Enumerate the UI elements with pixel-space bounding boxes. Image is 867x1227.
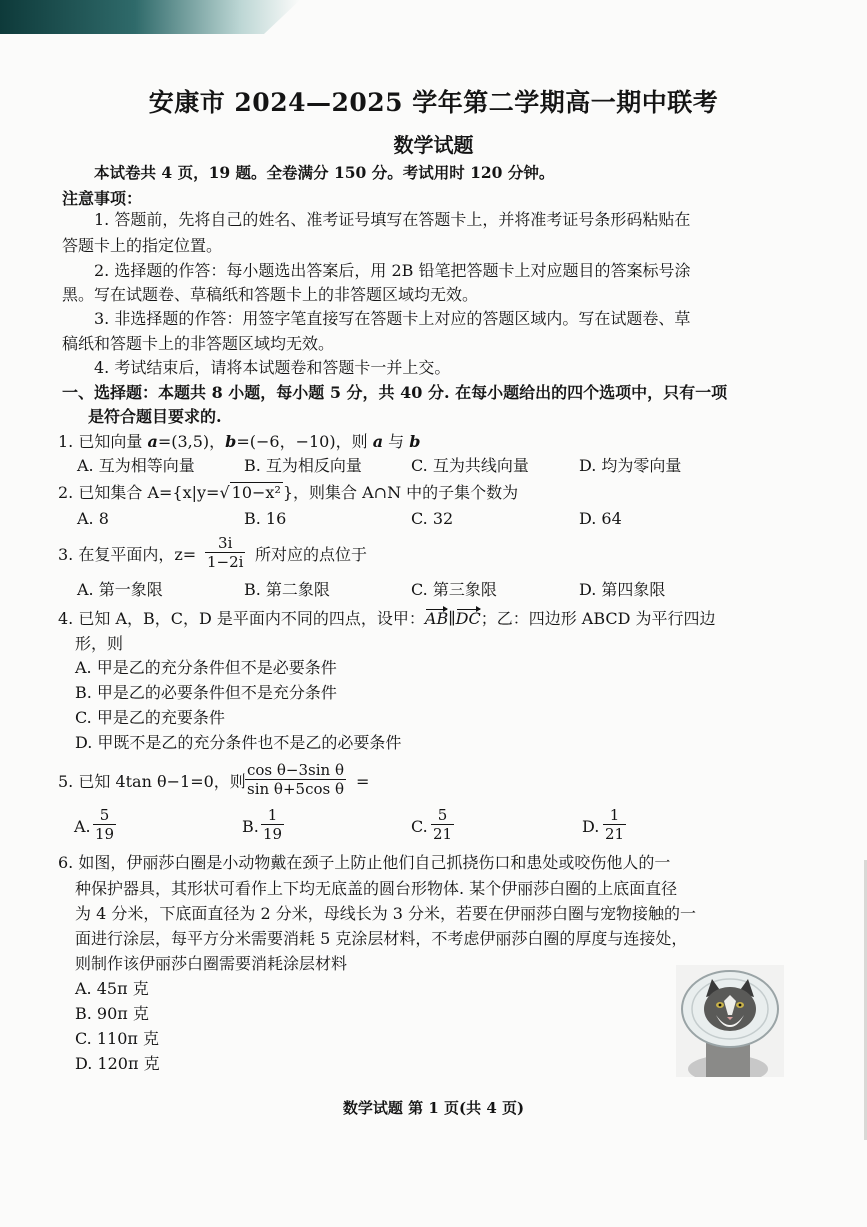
q2-option-c: C. 32 [411,509,454,528]
exam-intro: 本试卷共 4 页，19 题。全卷满分 150 分。考试用时 120 分钟。 [94,163,555,182]
question-2-stem: 2. 已知集合 A={x|y=√ 10−x² }，则集合 A∩N 中的子集个数为 [58,483,519,502]
notice-item-1: 1. 答题前，先将自己的姓名、准考证号填写在答题卡上，并将准考证号条形码粘贴在 [94,210,691,229]
q1-option-b: B. 互为相反向量 [244,456,362,475]
notice-item-3-cont: 稿纸和答题卡上的非答题区域均无效。 [62,334,335,353]
q3-option-c: C. 第三象限 [411,580,497,599]
q1-option-d: D. 均为零向量 [579,456,682,475]
q5-option-b-fraction: $\frac{1}{19}$ [263,806,283,843]
q6-option-d: D. 120π 克 [75,1054,160,1073]
section-1-heading: 一、选择题：本题共 8 小题，每小题 5 分，共 40 分. 在每小题给出的四个选项中，只有一项 [62,383,728,402]
notice-item-4: 4. 考试结束后，请将本试题卷和答题卡一并上交。 [94,358,451,377]
question-6-stem-4: 面进行涂层，每平方分米需要消耗 5 克涂层材料，不考虑伊丽莎白圈的厚度与连接处， [75,929,688,948]
q5-option-d-fraction: $\frac{1}{21}$ [605,806,625,843]
vector-dc: DC [455,609,481,628]
q4-option-c: C. 甲是乙的充要条件 [75,708,225,727]
notice-heading: 注意事项： [62,189,143,208]
question-6-stem-3: 为 4 分米，下底面直径为 2 分米，母线长为 3 分米，若要在伊丽莎白圈与宠物接触的一 [75,904,697,923]
notice-item-2: 2. 选择题的作答：每小题选出答案后，用 2B 铅笔把答题卡上对应题目的答案标号涂 [94,261,691,280]
q5-fraction: $\frac{\text{cos θ−3sin θ}}{\text{sin θ+5cos θ}}$ [247,761,344,798]
q4-option-b: B. 甲是乙的必要条件但不是充分条件 [75,683,337,702]
q1-option-a: A. 互为相等向量 [77,456,195,475]
scan-edge-artifact [0,0,300,34]
notice-item-2-cont: 黑。写在试题卷、草稿纸和答题卡上的非答题区域均无效。 [62,285,479,304]
q6-option-c: C. 110π 克 [75,1029,159,1048]
q3-option-a: A. 第一象限 [77,580,163,599]
q1-option-c: C. 互为共线向量 [411,456,529,475]
question-4-stem: 4. 已知 A，B，C，D 是平面内不同的四点，设甲：AB∥DC；乙：四边形 ABCD 为平行四边 [58,609,716,628]
question-6-stem-2: 种保护器具，其形状可看作上下均无底盖的圆台形物体. 某个伊丽莎白圈的上底面直径 [75,879,678,898]
q2-option-d: D. 64 [579,509,622,528]
q6-option-b: B. 90π 克 [75,1004,149,1023]
question-4-stem-cont: 形，则 [75,634,124,653]
question-5-prefix: 5. 已知 4tan θ−1=0，则 [58,772,246,791]
section-1-heading-cont: 是符合题目要求的. [88,407,222,426]
question-3-prefix: 3. 在复平面内，z= [58,545,197,564]
vector-ab: AB [424,609,449,628]
exam-title: 安康市 2024—2025 学年第二学期高一期中联考 [148,88,719,117]
q3-option-d: D. 第四象限 [579,580,666,599]
exam-subtitle: 数学试题 [393,133,474,157]
cat-with-elizabethan-collar-photo [676,965,784,1077]
q5-option-d-label: D. [582,817,600,836]
q2-option-b: B. 16 [244,509,287,528]
q6-option-a: A. 45π 克 [75,979,149,998]
q5-option-a-fraction: $\frac{5}{19}$ [95,806,115,843]
question-1-stem: 1. 已知向量 a=(3,5)，b=(−6，−10)，则 a 与 b [58,432,421,451]
q3-option-b: B. 第二象限 [244,580,330,599]
q3-fraction: $\frac{3i}{1-2i}$ [207,534,244,571]
q4-option-a: A. 甲是乙的充分条件但不是必要条件 [75,658,337,677]
notice-item-3: 3. 非选择题的作答：用签字笔直接写在答题卡上对应的答题区域内。写在试题卷、草 [94,309,691,328]
question-5-suffix: = [356,772,370,791]
question-6-stem-1: 6. 如图，伊丽莎白圈是小动物戴在颈子上防止他们自己抓挠伤口和患处或咬伤他人的一 [58,853,671,872]
page-footer: 数学试题 第 1 页(共 4 页) [342,1099,525,1117]
q5-option-c-label: C. [411,817,428,836]
question-6-stem-5: 则制作该伊丽莎白圈需要消耗涂层材料 [75,954,348,973]
q4-option-d: D. 甲既不是乙的充分条件也不是乙的必要条件 [75,733,402,752]
q5-option-b-label: B. [242,817,259,836]
notice-item-1-cont: 答题卡上的指定位置。 [62,236,223,255]
q5-option-a-label: A. [74,817,91,836]
q2-option-a: A. 8 [77,509,109,528]
q5-option-c-fraction: $\frac{5}{21}$ [433,806,453,843]
question-3-suffix: 所对应的点位于 [255,545,368,564]
